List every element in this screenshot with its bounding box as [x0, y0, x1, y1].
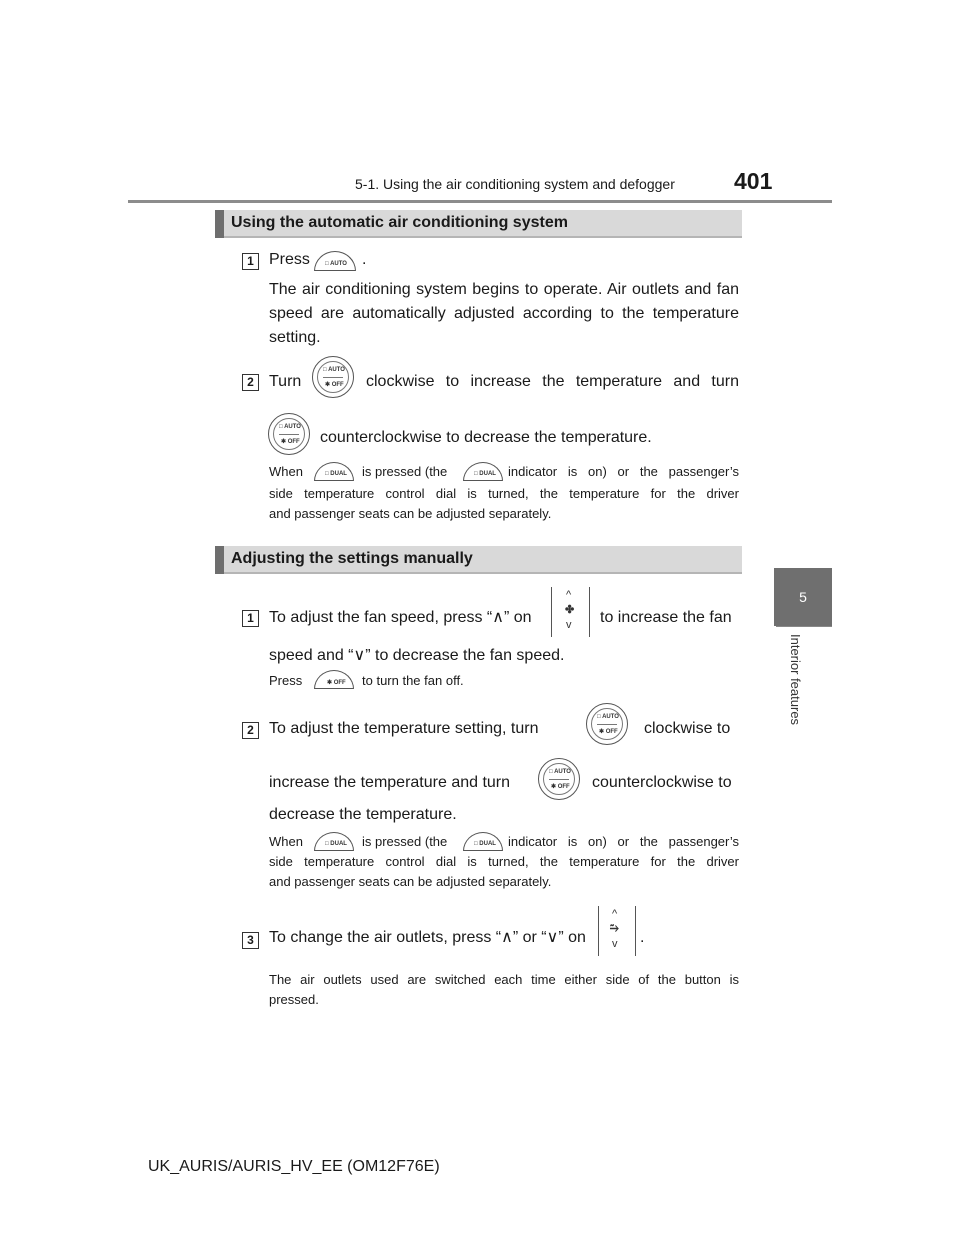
note-text: When	[269, 834, 303, 849]
section-heading-manual	[215, 546, 742, 574]
dual-button-icon: □ DUAL	[314, 462, 354, 481]
page-number: 401	[734, 168, 773, 194]
paragraph-line: speed are automatically adjusted according to the temperature	[269, 305, 739, 322]
chapter-tab: 5	[774, 568, 832, 626]
note-text: The air outlets used are switched each time either side of the button is	[269, 972, 739, 987]
auto-button-icon: □ AUTO	[314, 251, 356, 271]
tab-rule	[776, 626, 832, 627]
step-text: Press	[269, 251, 310, 268]
dual-button-icon: □ DUAL	[314, 832, 354, 851]
step-number: 1	[242, 253, 259, 270]
step-number: 1	[242, 610, 259, 627]
note-text: side temperature control dial is turned, the temperature for the driver	[269, 486, 739, 501]
paragraph-line: The air conditioning system begins to operate. Air outlets and fan	[269, 281, 739, 298]
header-rule	[128, 200, 832, 203]
step-text: .	[640, 929, 645, 946]
note-text: is pressed (the	[362, 834, 448, 849]
step-text: .	[362, 251, 367, 268]
dual-indicator-icon: □ DUAL	[463, 832, 503, 851]
note-text: and passenger seats can be adjusted separately.	[269, 874, 552, 889]
heading-text: Adjusting the settings manually	[231, 550, 473, 567]
step-text: to increase the fan	[600, 609, 732, 626]
chapter-label: Interior features	[788, 634, 803, 726]
step-text: speed and “∨” to decrease the fan speed.	[269, 647, 565, 664]
note-text: side temperature control dial is turned, the temperature for the driver	[269, 854, 739, 869]
note-text: indicator is on) or the passenger’s	[508, 834, 739, 849]
fan-off-button-icon: ✱ OFF	[314, 670, 354, 689]
note-text: is pressed (the	[362, 464, 448, 479]
temperature-dial-icon: □ AUTO ✱ OFF	[586, 703, 628, 745]
step-text: To adjust the temperature setting, turn	[269, 720, 539, 737]
dual-indicator-icon: □ DUAL	[463, 462, 503, 481]
step-text: clockwise to	[644, 720, 731, 737]
step-number: 2	[242, 374, 259, 391]
heading-bar	[215, 546, 224, 574]
heading-text: Using the automatic air conditioning system	[231, 214, 568, 231]
step-text: increase the temperature and turn	[269, 774, 511, 791]
step-text: To change the air outlets, press “∧” or “∨” on	[269, 929, 586, 946]
paragraph-line: setting.	[269, 329, 321, 346]
section-heading-automatic	[215, 210, 742, 238]
temperature-dial-icon: □ AUTO ✱ OFF	[538, 758, 580, 800]
note-text: pressed.	[269, 992, 319, 1007]
step-text: counterclockwise to decrease the temperature.	[320, 429, 652, 446]
note-text: to turn the fan off.	[362, 673, 464, 688]
step-number: 3	[242, 932, 259, 949]
note-text: Press	[269, 673, 303, 688]
temperature-dial-icon: □ AUTO ✱ OFF	[268, 413, 310, 455]
note-text: indicator is on) or the passenger’s	[508, 464, 739, 479]
step-text: To adjust the fan speed, press “∧” on	[269, 609, 532, 626]
temperature-dial-icon: □ AUTO ✱ OFF	[312, 356, 354, 398]
step-text: counterclockwise to	[592, 774, 732, 791]
fan-speed-button-icon: ^ ✤ v	[551, 587, 590, 637]
note-text: and passenger seats can be adjusted separately.	[269, 506, 552, 521]
step-text: Turn	[269, 373, 302, 390]
step-text: clockwise to increase the temperature and turn	[366, 373, 739, 390]
air-outlet-button-icon: ^ ⥲ v	[598, 906, 636, 956]
note-text: When	[269, 464, 303, 479]
step-number: 2	[242, 722, 259, 739]
running-header: 5-1. Using the air conditioning system and defogger	[355, 176, 675, 192]
heading-bar	[215, 210, 224, 238]
document-id: UK_AURIS/AURIS_HV_EE (OM12F76E)	[148, 1158, 440, 1175]
step-text: decrease the temperature.	[269, 806, 457, 823]
